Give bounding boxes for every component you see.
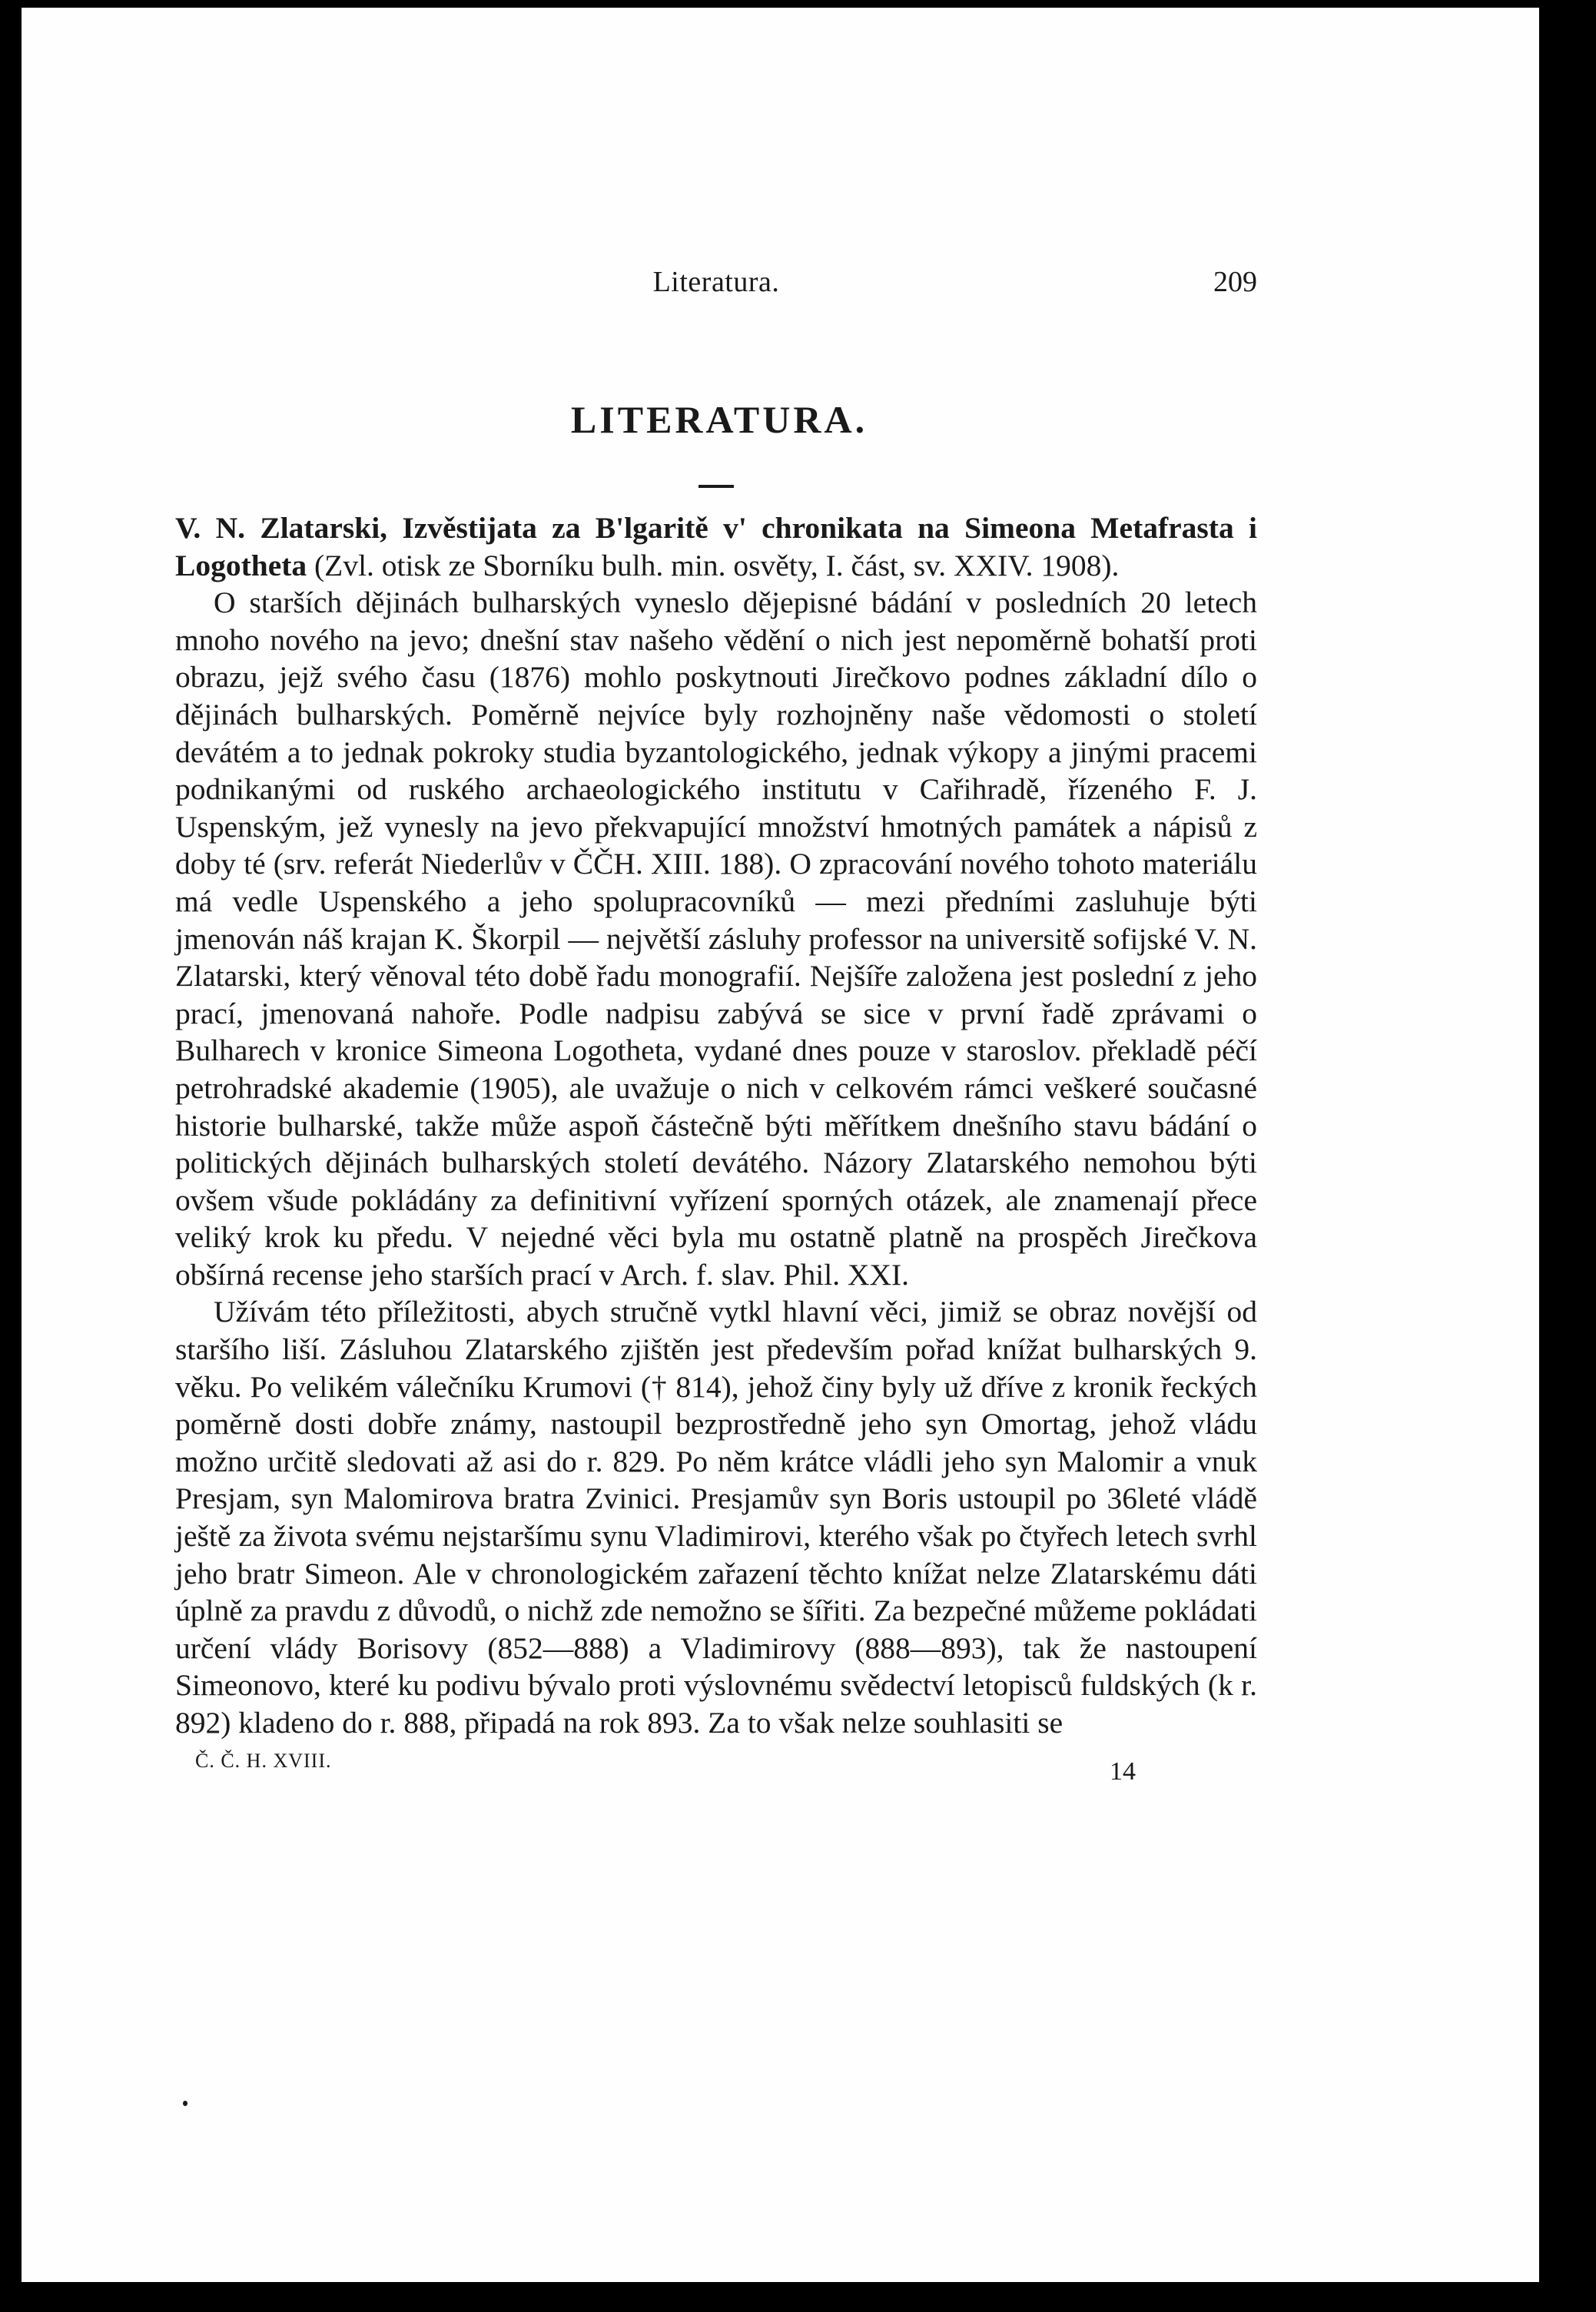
body-text (175, 509, 1257, 1742)
text-column (175, 265, 1257, 1796)
print-speck (183, 2101, 187, 2106)
signature-line (175, 1750, 1257, 1796)
paragraph: O starších dějinách bulharských vyneslo dějepisné bádání v posledních 20 letech mnoho nového na jevo; dnešní stav našeho vědění o nich jest nepoměrně bohatší proti obrazu, jejž svého času (1876) mohlo poskytnouti Jirečkovo podnes základní dílo o dějinách bulharských. Poměrně nejvíce byly rozhojněny naše vědomosti o století devátém a to jednak pokroky studia byzantologického, jednak výkopy a jinými pracemi podnikanými od ruského archaeologického institutu v Cařihradě, řízeného F. J. Uspenským, jež vynesly na jevo překvapující množství hmotných památek a nápisů z doby té (srv. referát Niederlův v ČČH. XIII. 188). O zpracování nového tohoto materiálu má vedle Uspenského a jeho spolupracovníků — mezi předními zasluhuje býti jmenován náš krajan K. Škorpil — největší zásluhy professor na universitě sofijské V. N. Zlatarski, který věnoval této době řadu monografií. Nejšíře založena jest poslední z jeho prací, jmenovaná nahoře. Podle nadpisu zabývá se sice v první řadě zprávami o Bulharech v kronice Simeona Logotheta, vydané dnes pouze v staroslov. překladě péčí petrohradské akademie (1905), ale uvažuje o nich v celkovém rámci veškeré současné historie bulharské, takže může aspoň částečně býti měřítkem dnešního stavu bádání o politických dějinách bulharských století devátého. Názory Zlatarského nemohou býti ovšem všude pokládány za definitivní vyřízení sporných otázek, ale znamenají přece veliký krok ku předu. V nejedné věci byla mu ostatně platně na prospěch Jirečkova obšírná recense jeho starších prací v Arch. f. slav. Phil. XXI. (175, 585, 1257, 1292)
citation-author-title: V. N. Zlatarski, Izvěstijata za B'lgaritě v' chronikata na Simeona Metafrasta i Logotheta (175, 511, 1257, 582)
citation-details: (Zvl. otisk ze Sborníku bulh. min. osvěty, I. část, sv. XXIV. 1908). (307, 548, 1120, 582)
scanned-page (22, 8, 1539, 2282)
journal-signature: Č. Č. H. XVIII. (195, 1749, 332, 1772)
gathering-number: 14 (1110, 1756, 1136, 1786)
title-divider (698, 485, 734, 488)
running-head (175, 265, 1257, 308)
running-head-title: Literatura. (652, 266, 780, 298)
section-title: LITERATURA. (570, 398, 868, 441)
page-number: 209 (1213, 266, 1257, 298)
paragraph: Užívám této příležitosti, abych stručně vytkl hlavní věci, jimiž se obraz novější od staršího liší. Zásluhou Zlatarského zjištěn jest především pořad knížat bulharských 9. věku. Po velikém válečníku Krumovi († 814), jehož činy byly už dříve z kronik řeckých poměrně dosti dobře známy, nastoupil bezprostředně jeho syn Omortag, jehož vládu možno určitě sledovati až asi do r. 829. Po něm krátce vládli jeho syn Malomir a vnuk Presjam, syn Malomirova bratra Zvinici. Presjamův syn Boris ustoupil po 36leté vládě ještě za života svému nejstaršímu synu Vladimirovi, kterého však po čtyřech letech svrhl jeho bratr Simeon. Ale v chronologickém zařazení těchto knížat nelze Zlatarskému dáti úplně za pravdu z důvodů, o nichž zde nemožno se šířiti. Za bezpečné můžeme pokládati určení vlády Borisovy (852—888) a Vladimirovy (888—893), tak že nastoupení Simeonovo, které ku podivu bývalo proti výslovnému svědectví letopisců fuldských (k r. 892) kladeno do r. 888, připadá na rok 893. Za to však nelze souhlasiti se (175, 1295, 1257, 1740)
review-citation (175, 509, 1257, 584)
